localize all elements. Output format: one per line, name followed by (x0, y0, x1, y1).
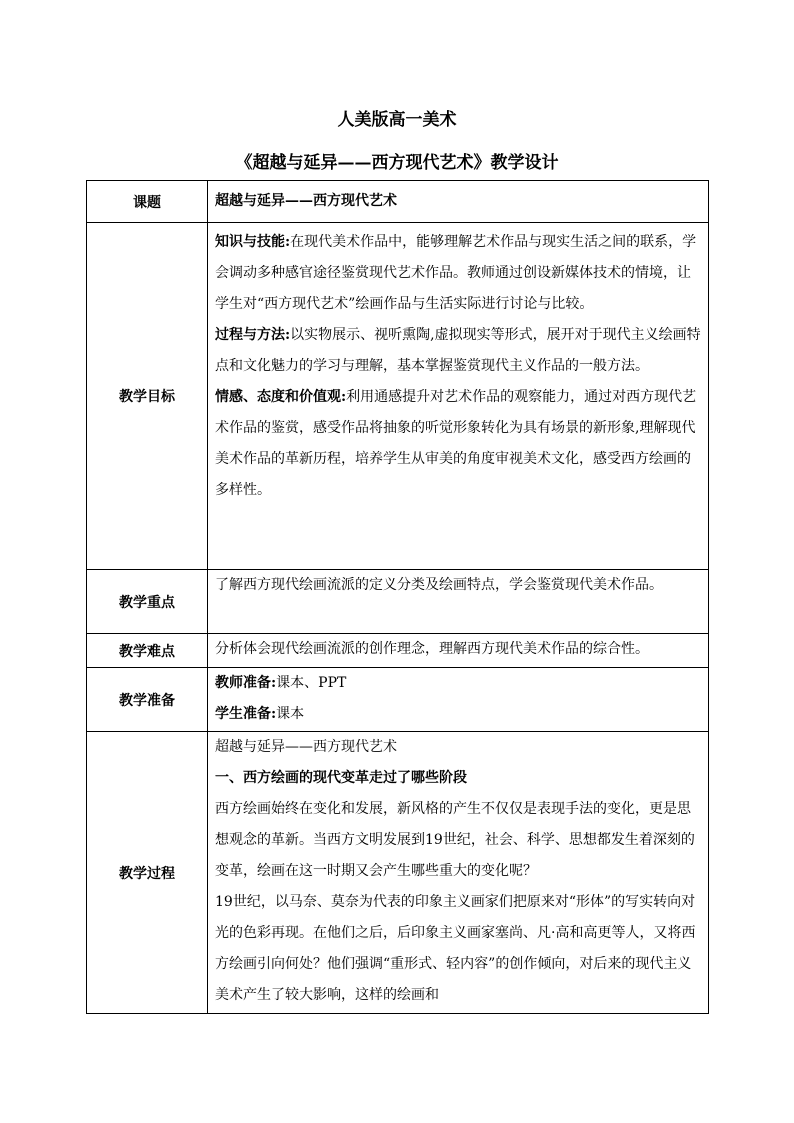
document-title: 人美版高一美术 (337, 110, 457, 130)
objective-knowledge-head: 知识与技能: (215, 234, 291, 250)
prep-teacher (215, 668, 702, 699)
label-difficulties: 教学难点 (87, 634, 208, 668)
objective-process-head: 过程与方法: (215, 327, 291, 343)
label-process: 教学过程 (87, 732, 208, 1014)
value-difficulties: 分析体会现代绘画流派的创作理念，理解西方现代美术作品的综合性。 (208, 634, 709, 668)
row-topic (87, 181, 709, 223)
objective-knowledge (215, 227, 702, 320)
label-topic: 课题 (87, 181, 208, 223)
prep-teacher-head: 教师准备: (215, 675, 277, 691)
label-key-points: 教学重点 (87, 570, 208, 634)
prep-teacher-text: 课本、PPT (276, 675, 347, 691)
objective-attitude (215, 382, 702, 506)
label-preparation: 教学准备 (87, 668, 208, 732)
process-subtitle: 超越与延异——西方现代艺术 (215, 739, 397, 755)
objective-attitude-text: 利用通感提升对艺术作品的观察能力，通过对西方现代艺术作品的鉴赏，感受作品将抽象的听觉形象转化为具有场景的新形象,理解现代美术作品的革新历程，培养学生从审美的角度审视美术文化，感受西方绘画的多样性。 (215, 389, 697, 498)
value-preparation (208, 668, 709, 732)
document-subtitle: 《超越与延异——西方现代艺术》教学设计 (235, 153, 559, 173)
value-topic (208, 181, 709, 223)
value-objectives (208, 223, 709, 570)
process-section-heading: 一、西方绘画的现代变革走过了哪些阶段 (215, 770, 467, 786)
objective-process-text: 以实物展示、视听熏陶,虚拟现实等形式，展开对于现代主义绘画特点和文化魅力的学习与理解，基本掌握鉴赏现代主义作品的一般方法。 (215, 327, 701, 374)
row-difficulties (87, 634, 709, 668)
value-process (208, 732, 709, 1014)
value-key-points: 了解西方现代绘画流派的定义分类及绘画特点，学会鉴赏现代美术作品。 (208, 570, 709, 634)
row-objectives (87, 223, 709, 570)
row-key-points (87, 570, 709, 634)
lesson-plan-table (86, 180, 709, 1014)
objective-knowledge-text: 在现代美术作品中，能够理解艺术作品与现实生活之间的联系，学会调动多种感官途径鉴赏现代艺术作品。教师通过创设新媒体技术的情境，让学生对“西方现代艺术”绘画作品与生活实际进行讨论与比较。 (215, 234, 697, 312)
row-preparation (87, 668, 709, 732)
topic-text: 超越与延异——西方现代艺术 (215, 193, 397, 209)
objective-attitude-head: 情感、态度和价值观: (215, 389, 347, 405)
prep-student-text: 课本 (276, 706, 305, 722)
objective-process (215, 320, 702, 382)
prep-student (215, 699, 702, 730)
prep-student-head: 学生准备: (215, 706, 277, 722)
row-process (87, 732, 709, 1014)
label-objectives: 教学目标 (87, 223, 208, 570)
process-paragraph-1: 西方绘画始终在变化和发展，新风格的产生不仅仅是表现手法的变化，更是思想观念的革新。当西方文明发展到19世纪，社会、科学、思想都发生着深刻的变革，绘画在这一时期又会产生哪些重大的变化呢？ (215, 801, 695, 879)
process-paragraph-2: 19世纪，以马奈、莫奈为代表的印象主义画家们把原来对“形体”的写实转向对光的色彩再现。在他们之后，后印象主义画家塞尚、凡·高和高更等人，又将西方绘画引向何处？他们强调“重形式、轻内容”的创作倾向，对后来的现代主义美术产生了较大影响，这样的绘画和 (215, 894, 696, 1003)
